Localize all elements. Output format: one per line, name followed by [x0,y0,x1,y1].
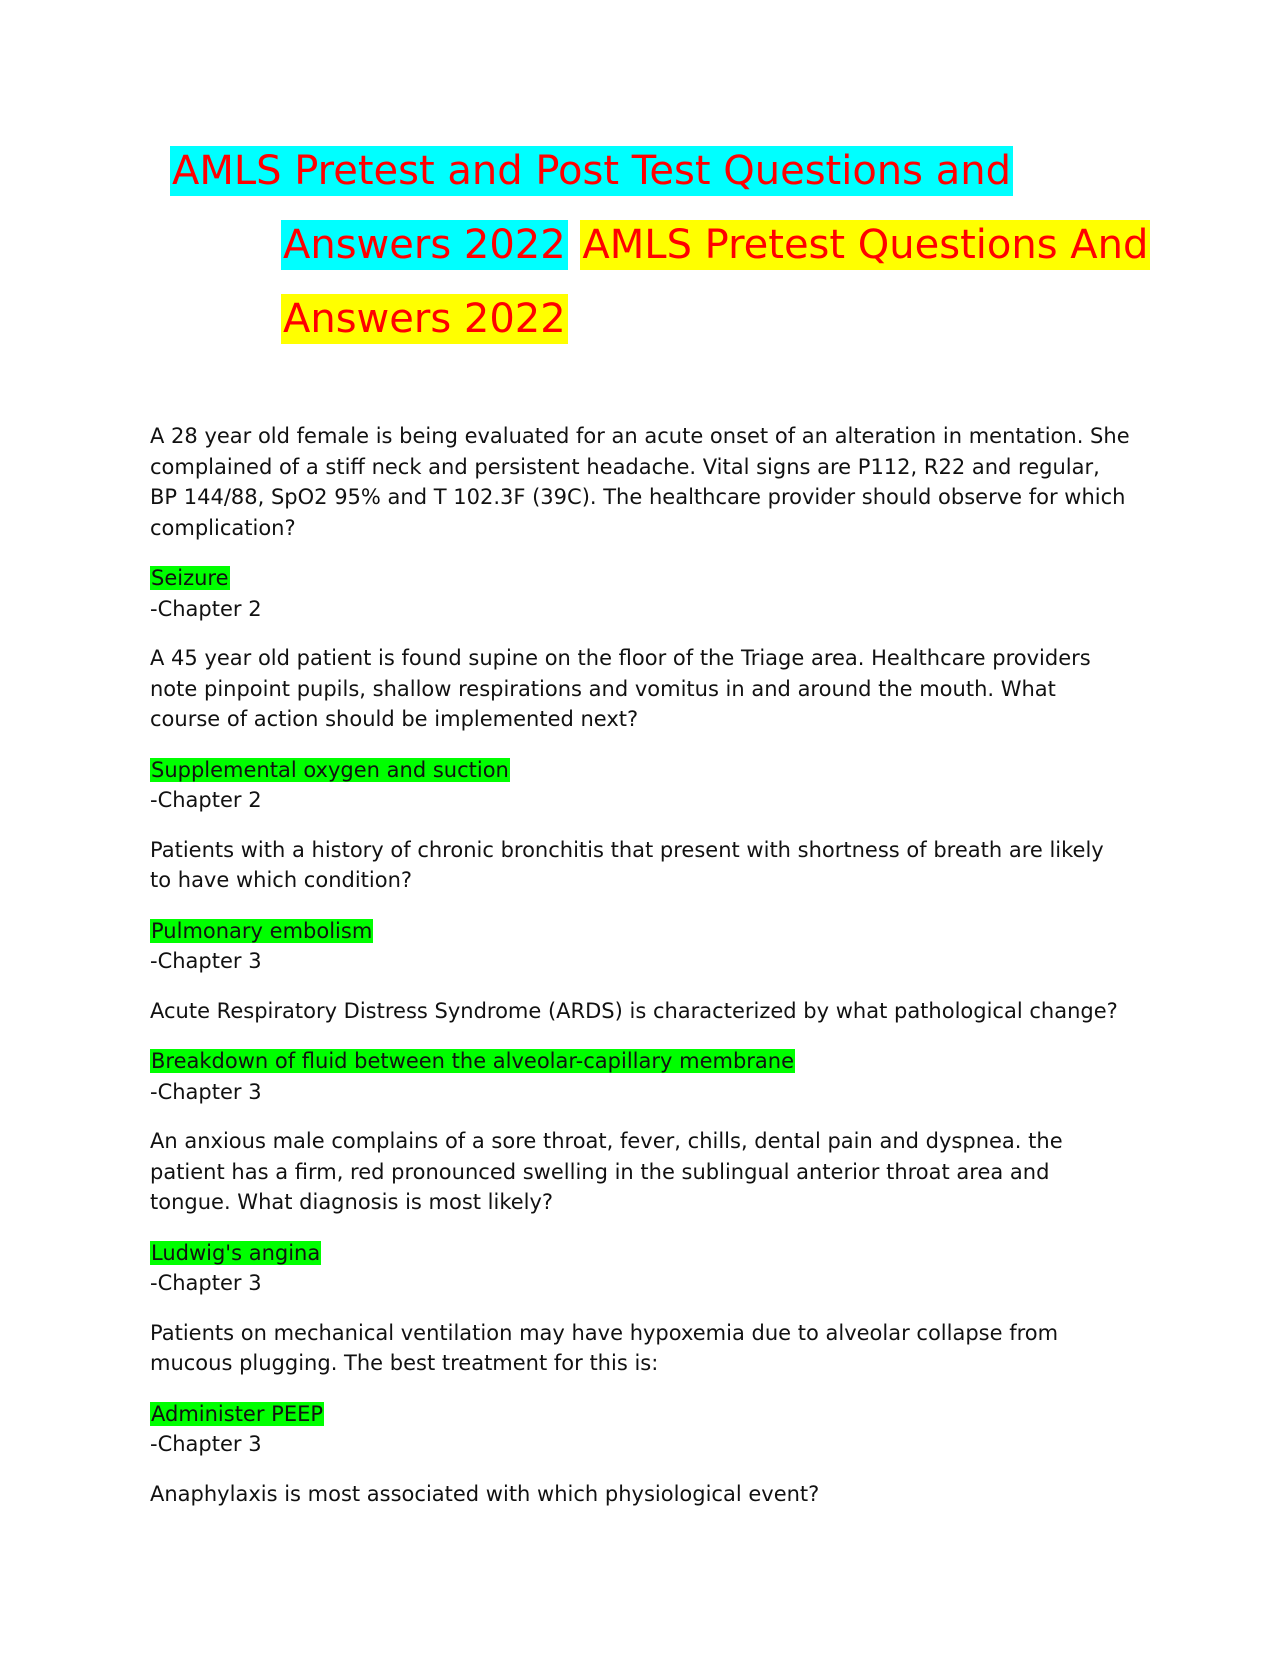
question-4: Acute Respiratory Distress Syndrome (ARDS) is characterized by what pathological change? [150,998,1118,1023]
chapter-ref-3: -Chapter 3 [150,949,262,973]
answer-6: Administer PEEP [151,1401,324,1426]
answer-block-1 [150,563,1130,624]
answer-block-4 [150,1046,1130,1107]
title-line-3-text: Answers 2022 [283,296,566,342]
question-7: Anaphylaxis is most associated with which physiological event? [150,1481,820,1506]
question-1: A 28 year old female is being evaluated for an acute onset of an alteration in mentation. She complained of a stiff neck and persistent headache. Vital signs are P112, R22 and regular, BP 144/88, SpO2 95% and T 102.3F (39C). The healthcare provider should observe for which complication? [150,424,1130,540]
answer-1: Seizure [151,566,229,590]
answer-block-5 [150,1238,1130,1299]
title-line-2-part-2: AMLS Pretest Questions And [582,222,1149,268]
chapter-ref-2: -Chapter 2 [150,788,262,812]
answer-3: Pulmonary embolism [151,918,373,943]
title-line-1-text: AMLS Pretest and Post Test Questions and [172,148,1011,194]
chapter-ref-1: -Chapter 2 [150,596,262,621]
answer-block-2 [150,755,1130,816]
answer-block-6 [150,1399,1130,1460]
answer-block-3 [150,916,1130,977]
title-line-1 [170,148,1013,194]
title-line-3 [281,296,568,342]
question-3: Patients with a history of chronic bronchitis that present with shortness of breath are likely to have which condition? [150,837,1104,892]
answer-4: Breakdown of fluid between the alveolar-capillary membrane [151,1049,795,1073]
question-2: A 45 year old patient is found supine on the floor of the Triage area. Healthcare providers note pinpoint pupils, shallow respirations and vomitus in and around the mouth. What course of action should be implemented next? [150,646,1091,731]
title-line-2 [281,222,1150,268]
chapter-ref-6: -Chapter 3 [150,1432,262,1456]
question-6: Patients on mechanical ventilation may have hypoxemia due to alveolar collapse from mucous plugging. The best treatment for this is: [150,1320,1059,1375]
answer-5: Ludwig's angina [151,1240,321,1265]
title-line-2-part-1: Answers 2022 [283,222,566,268]
qa-list [150,421,1130,1529]
chapter-ref-4: -Chapter 3 [150,1079,262,1104]
chapter-ref-5: -Chapter 3 [150,1271,262,1295]
answer-2: Supplemental oxygen and suction [151,757,509,782]
question-5: An anxious male complains of a sore throat, fever, chills, dental pain and dyspnea. the patient has a firm, red pronounced swelling in the sublingual anterior throat area and tongue. What diagnosis is most likely? [150,1129,1063,1214]
